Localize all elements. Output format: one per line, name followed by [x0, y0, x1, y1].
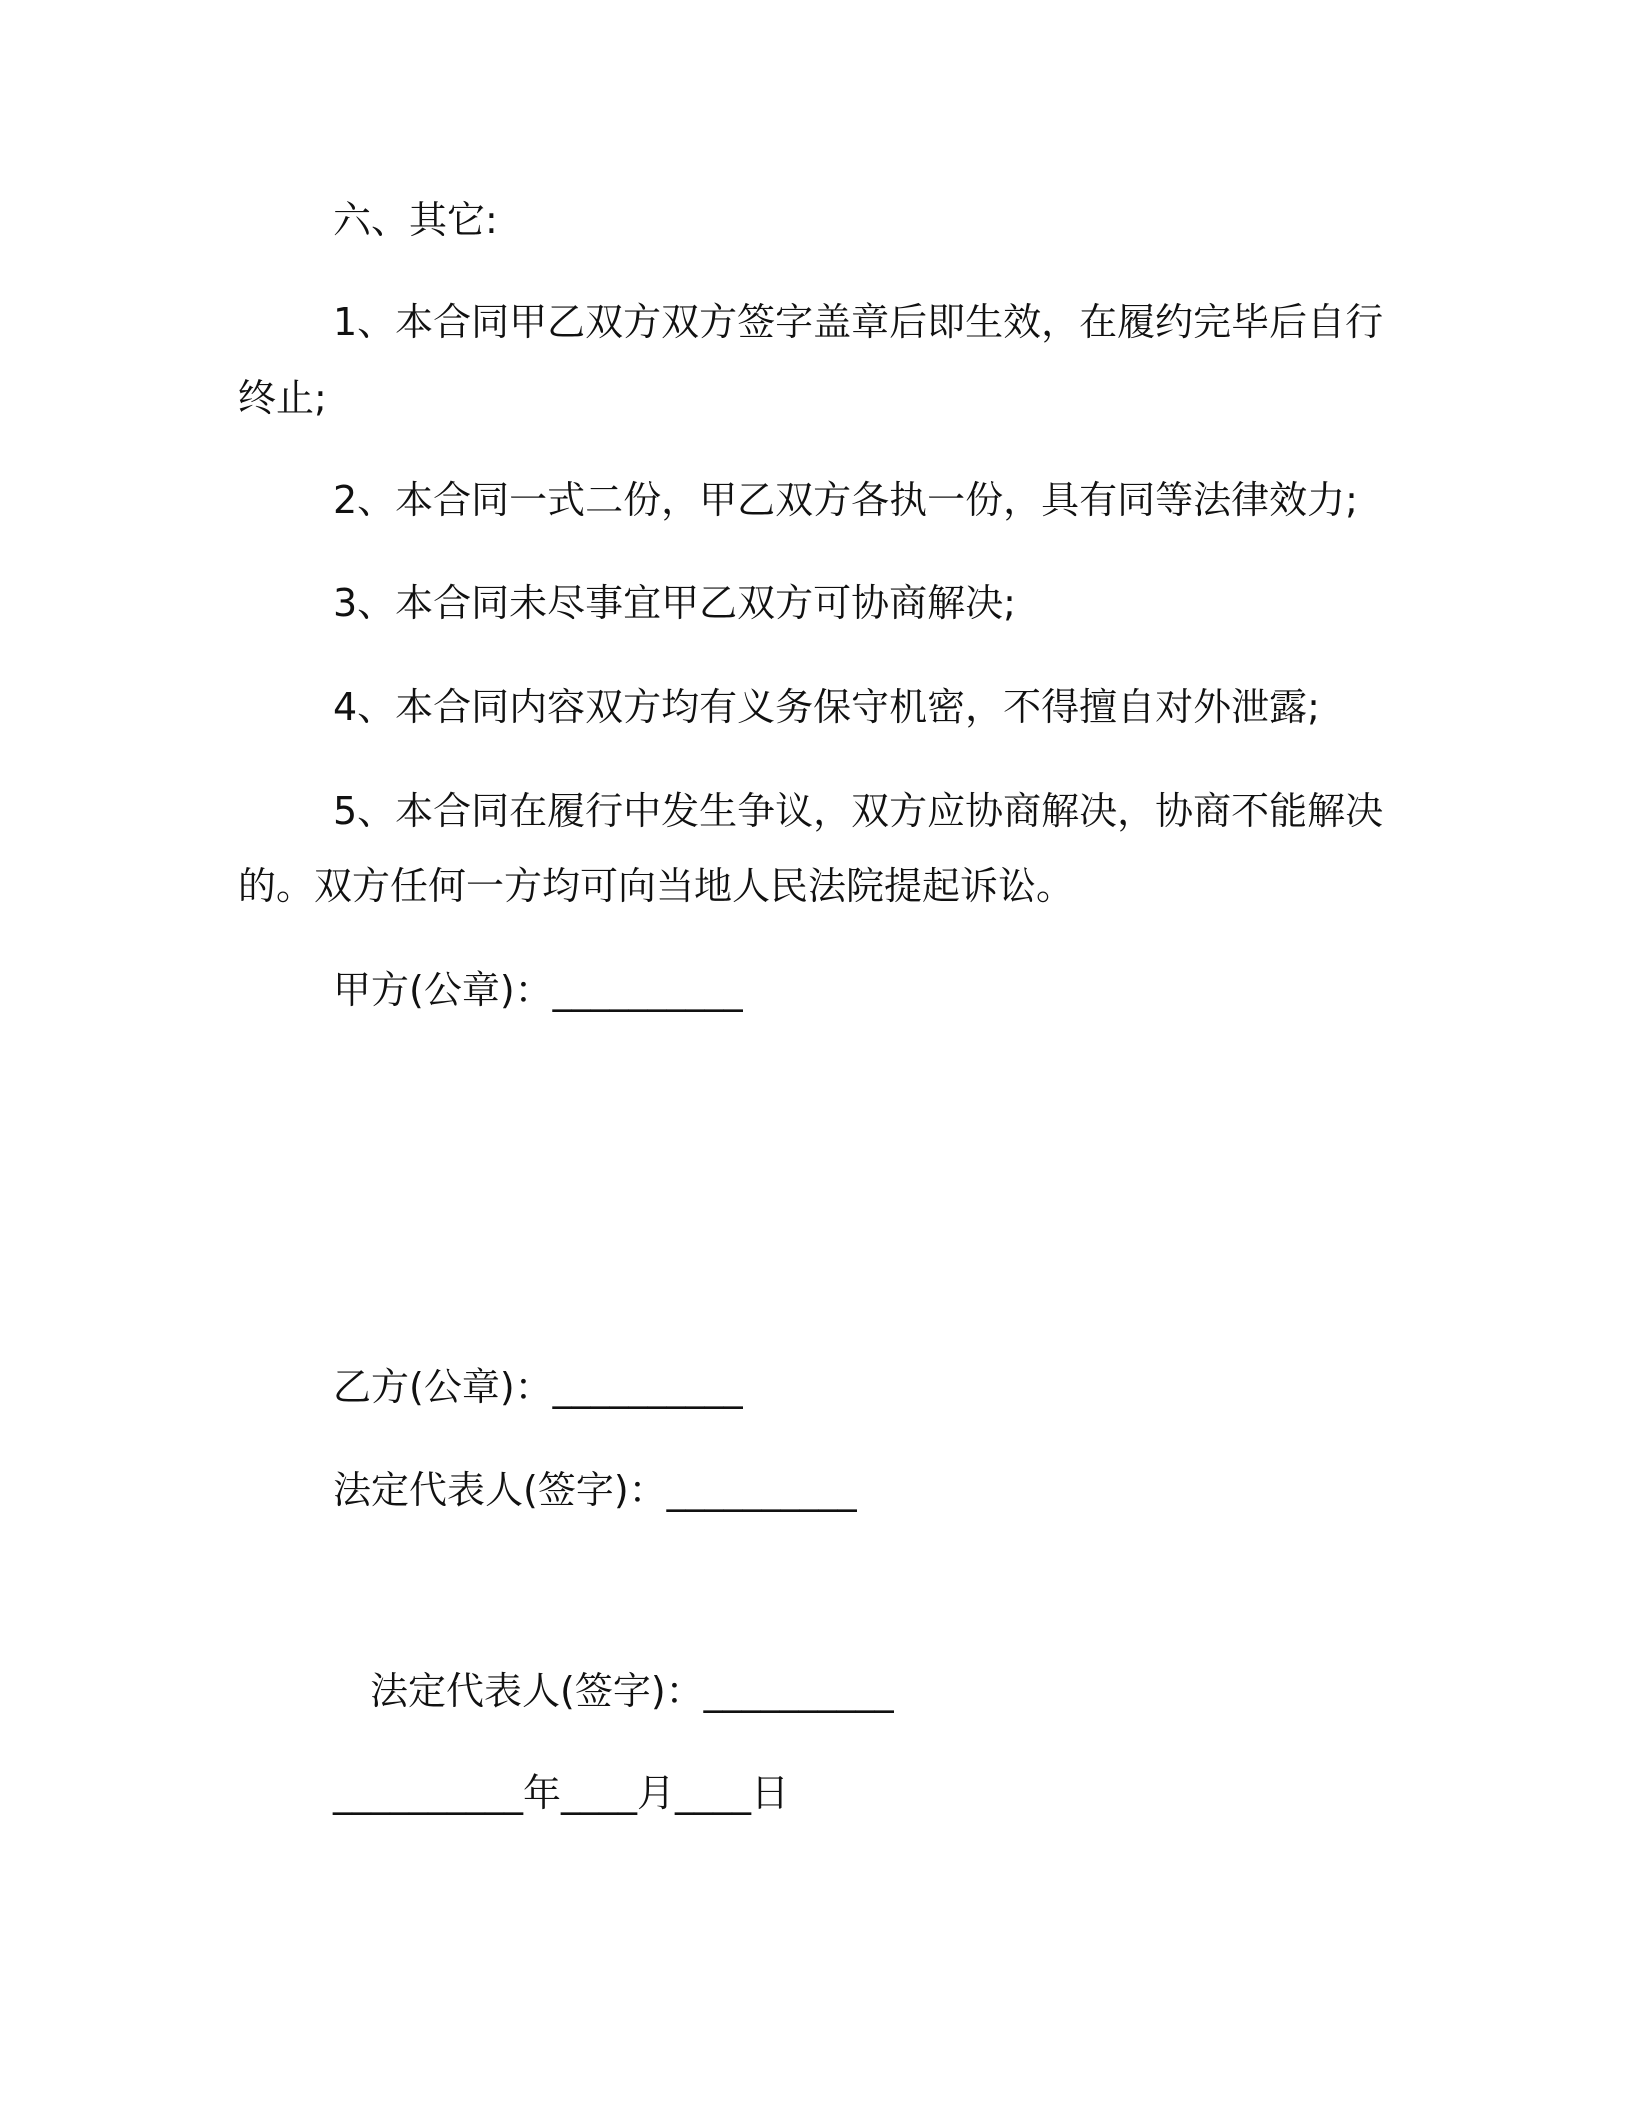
clause-5-line-1: 5、本合同在履行中发生争议，双方应协商解决，协商不能解决 [333, 789, 1384, 833]
clause-4: 4、本合同内容双方均有义务保守机密，不得擅自对外泄露; [333, 685, 1320, 729]
clause-3: 3、本合同未尽事宜甲乙双方可协商解决; [333, 581, 1016, 625]
legal-representative-signature-line-1: 法定代表人(签字)：__________ [333, 1468, 857, 1512]
clause-5-line-2: 的。双方任何一方均可向当地人民法院提起诉讼。 [238, 864, 1075, 908]
date-line: __________年____月____日 [333, 1771, 790, 1815]
section-heading: 六、其它: [333, 198, 498, 242]
legal-representative-signature-line-2: 法定代表人(签字)：__________ [370, 1669, 894, 1713]
clause-1-line-2: 终止; [238, 376, 327, 420]
party-a-seal-line: 甲方(公章)：__________ [333, 968, 743, 1012]
clause-2: 2、本合同一式二份，甲乙双方各执一份，具有同等法律效力; [333, 478, 1358, 522]
party-b-seal-line: 乙方(公章)：__________ [333, 1365, 743, 1409]
clause-1-line-1: 1、本合同甲乙双方双方签字盖章后即生效，在履约完毕后自行 [333, 300, 1384, 344]
